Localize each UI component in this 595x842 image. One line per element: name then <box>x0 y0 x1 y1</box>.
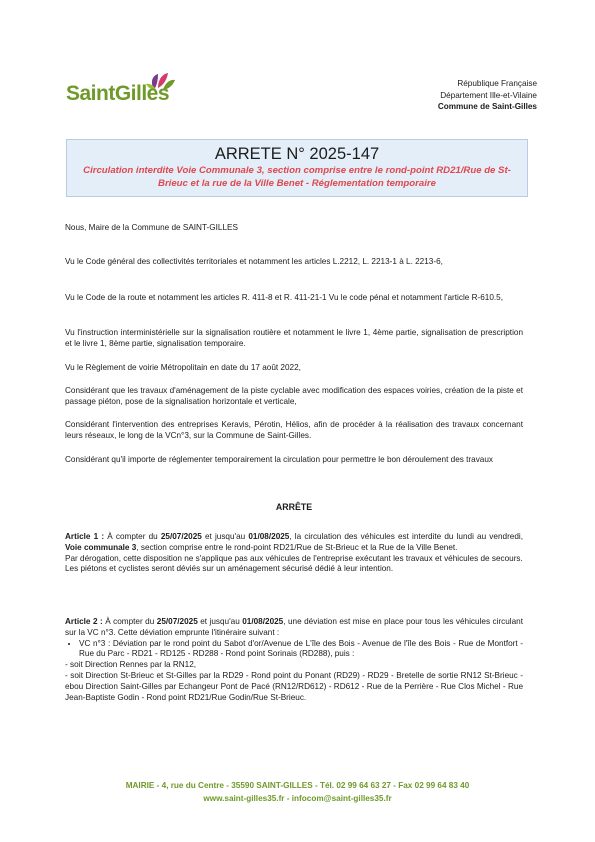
footer-contact: www.saint-gilles35.fr - infocom@saint-gilles35.fr <box>203 794 392 803</box>
footer-address: MAIRIE - 4, rue du Centre - 35590 SAINT-GILLES - Tél. 02 99 64 63 27 - Fax 02 99 64 83 40 <box>125 781 470 790</box>
deviation-rennes: - soit Direction Rennes par la RN12, <box>65 660 197 670</box>
arrete-number: ARRETE N° 2025-147 <box>214 145 380 163</box>
article-1-label: Article 1 : <box>65 532 105 541</box>
deviation-list <box>65 639 523 661</box>
maire-line: Nous, Maire de la Commune de SAINT-GILLES <box>65 223 238 232</box>
article-1-derogation: Par dérogation, cette disposition ne s'applique pas aux véhicules de l'entreprise exécutant les travaux et véhicules de secours. <box>65 553 523 563</box>
deviation-vc3: • VC n°3 : Déviation par le rond point du Sabot d'or/Avenue de L'île des Bois - Avenue de l'île des Bois - Rue de Montfort - Rue du Parc - RD21 - RD125 - RD288 - Rond point Sorinais (RD288), puis : <box>79 639 523 661</box>
commune-line: Commune de Saint-Gilles <box>437 102 537 111</box>
article-1-pietons: Les piétons et cyclistes seront déviés sur un aménagement sécurisé dédié à leur intention. <box>65 564 394 574</box>
issuer-header <box>438 78 537 113</box>
vu-cgct: Vu le Code général des collectivités territoriales et notamment les articles L.2212, L. 2213-1 à L. 2213-6, <box>65 257 443 266</box>
arrete-subtitle: Circulation interdite Voie Communale 3, section comprise entre le rond-point RD21/Rue de St-Brieuc et la rue de la Ville Benet - Réglementation temporaire <box>83 165 511 189</box>
considerant-entreprises: Considérant l'intervention des entreprises Keravis, Pérotin, Hélios, afin de procéder à la réalisation des travaux concernant leurs réseaux, le long de la VCn°3, sur la Commune de Saint-Gilles. <box>65 420 523 440</box>
vu-instruction: Vu l'instruction interministérielle sur la signalisation routière et notamment le livre 1, 4ème partie, signalisation de prescription et le livre 1, 8ème partie, signalisation temporaire. <box>65 328 523 348</box>
article-2 <box>65 617 523 703</box>
logo-text: SaintGilles <box>66 82 170 105</box>
considerant-travaux: Considérant que les travaux d'aménagement de la piste cyclable avec modification des espaces voiries, création de la piste et passage piéton, pose de la signalisation horizontale et verticale, <box>65 386 523 406</box>
deviation-st-brieuc: - soit Direction St-Brieuc et St-Gilles par la RD29 - Rond point du Ponant (RD29) - RD29 - Bretelle de sortie RN12 St-Brieuc - ebou Direction Saint-Gilles par Echangeur Pont de Pacé (RN12/RD612) - RD612 - Rue de la Perrière - Rue Clos Michel - Rue Jean-Baptiste Godin - Rond point RD21/Rue Godin/Rue St-Brieuc. <box>65 670 523 702</box>
republique-line: République Française <box>457 79 537 88</box>
departement-line: Département Ille-et-Vilaine <box>440 90 537 100</box>
vu-reglement: Vu le Règlement de voirie Métropolitain en date du 17 août 2022, <box>65 363 301 372</box>
vu-code-route: Vu le Code de la route et notamment les articles R. 411-8 et R. 411-21-1 Vu le code pénal et notamment l'article R-610.5, <box>65 293 504 302</box>
saint-gilles-logo <box>62 68 182 114</box>
article-2-main: Article 2 : À compter du 25/07/2025 et jusqu'au 01/08/2025, une déviation est mise en place pour tous les véhicules circulant sur la VC n°3. Cette déviation emprunte l'itinéraire suivant : <box>65 617 523 637</box>
article-2-label: Article 2 : <box>65 617 103 626</box>
arrete-title-box <box>66 139 528 197</box>
article-1 <box>65 532 523 575</box>
arrete-section-title: ARRÊTE <box>275 502 313 512</box>
considerant-reglementer: Considérant qu'il importe de réglementer temporairement la circulation pour permettre le bon déroulement des travaux <box>65 455 493 464</box>
article-1-main: Article 1 : À compter du 25/07/2025 et jusqu'au 01/08/2025, la circulation des véhicules est interdite du lundi au vendredi, Voie communale 3, section comprise entre le rond-point RD21/Rue de St-Brieuc et la Rue de la Ville Benet. <box>65 532 523 552</box>
